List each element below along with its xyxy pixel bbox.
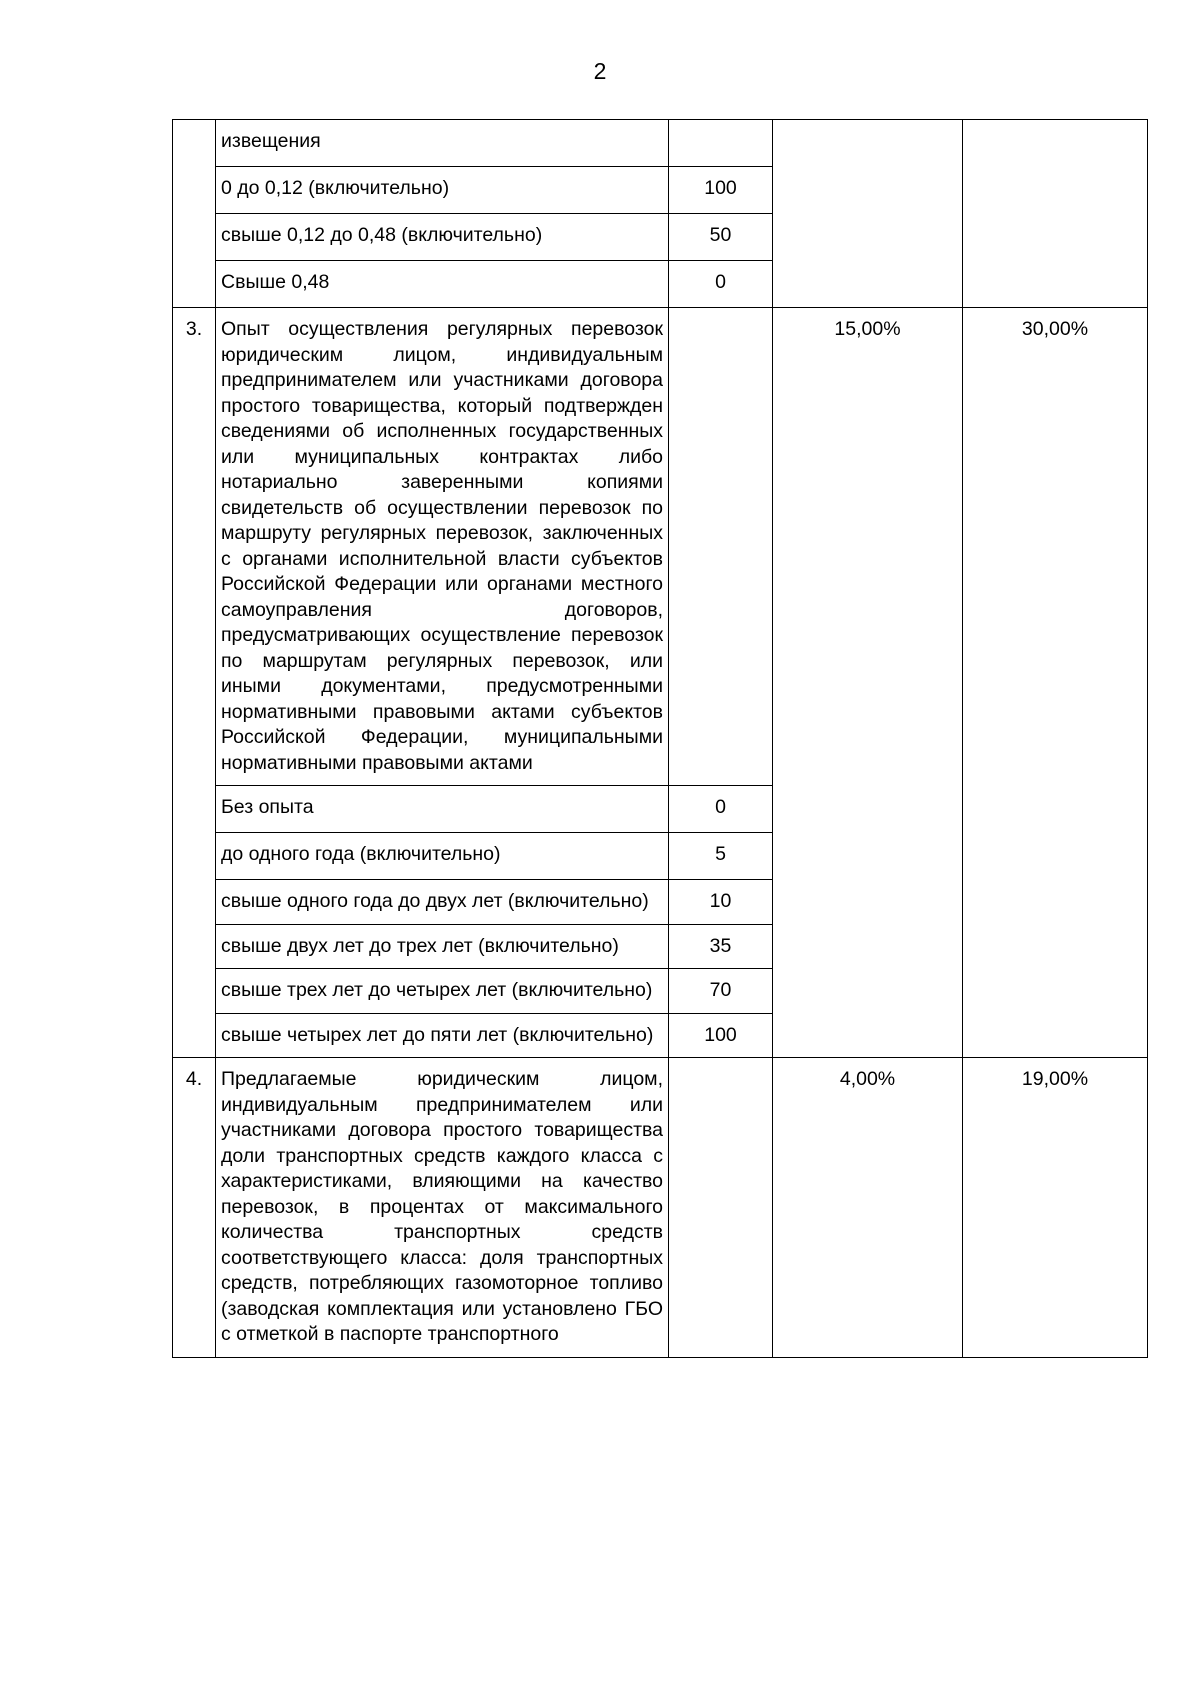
weight-max-cell: 19,00% xyxy=(963,1058,1148,1358)
score-cell: 100 xyxy=(669,1013,773,1058)
score-cell xyxy=(669,1058,773,1358)
criterion-cell: свыше 0,12 до 0,48 (включительно) xyxy=(216,214,669,261)
criterion-text: Опыт осуществления регулярных перевозок юридическим лицом, индивидуальным предпринимателем или участниками договора простого товарищества, который подтвержден сведениями об исполненных государственных или муниципальных контрактах либо нотариально заверенными копиями свидетельств об осуществлении перевозок по маршруту регулярных перевозок, заключенных с органами исполнительной власти субъектов Российской Федерации или органами местного самоуправления договоров, предусматривающих осуществление перевозок по маршрутам регулярных перевозок, или иными документами, предусмотренными нормативными правовыми актами субъектов Российской Федерации, муниципальными нормативными правовыми актами xyxy=(221,318,663,774)
weight-max-cell xyxy=(963,120,1148,308)
row-number-cell: 3. xyxy=(173,308,216,1058)
table-row xyxy=(173,120,1148,167)
criterion-cell xyxy=(216,1058,669,1358)
row-number-cell xyxy=(173,120,216,308)
criterion-text: Предлагаемые юридическим лицом, индивидуальным предпринимателем или участниками договора простого товарищества доли транспортных средств каждого класса с характеристиками, влияющими на качество перевозок, в процентах от максимального количества транспортных средств соответствующего класса: доля транспортных средств, потребляющих газомоторное топливо (заводская комплектация или установлено ГБО с отметкой в паспорте транспортного xyxy=(221,1068,663,1345)
table-row xyxy=(173,1058,1148,1358)
weight-min-cell: 4,00% xyxy=(773,1058,963,1358)
criteria-table xyxy=(172,119,1148,1358)
criterion-cell: до одного года (включительно) xyxy=(216,833,669,880)
weight-min-cell: 15,00% xyxy=(773,308,963,1058)
criterion-cell: Свыше 0,48 xyxy=(216,261,669,308)
score-cell: 0 xyxy=(669,261,773,308)
criterion-cell: свыше двух лет до трех лет (включительно) xyxy=(216,924,669,969)
score-cell: 10 xyxy=(669,880,773,925)
score-cell: 35 xyxy=(669,924,773,969)
score-cell: 5 xyxy=(669,833,773,880)
score-cell xyxy=(669,120,773,167)
weight-max-cell: 30,00% xyxy=(963,308,1148,1058)
criterion-cell: Без опыта xyxy=(216,786,669,833)
criterion-cell xyxy=(216,308,669,786)
score-cell: 70 xyxy=(669,969,773,1014)
row-number-cell: 4. xyxy=(173,1058,216,1358)
criterion-cell: свыше трех лет до четырех лет (включительно) xyxy=(216,969,669,1014)
page-number: 2 xyxy=(593,58,607,84)
weight-min-cell xyxy=(773,120,963,308)
criterion-cell: свыше четырех лет до пяти лет (включительно) xyxy=(216,1013,669,1058)
criterion-cell: извещения xyxy=(216,120,669,167)
criterion-cell: 0 до 0,12 (включительно) xyxy=(216,167,669,214)
score-cell: 50 xyxy=(669,214,773,261)
criterion-cell: свыше одного года до двух лет (включительно) xyxy=(216,880,669,925)
score-cell: 0 xyxy=(669,786,773,833)
score-cell xyxy=(669,308,773,786)
table-row xyxy=(173,308,1148,786)
score-cell: 100 xyxy=(669,167,773,214)
